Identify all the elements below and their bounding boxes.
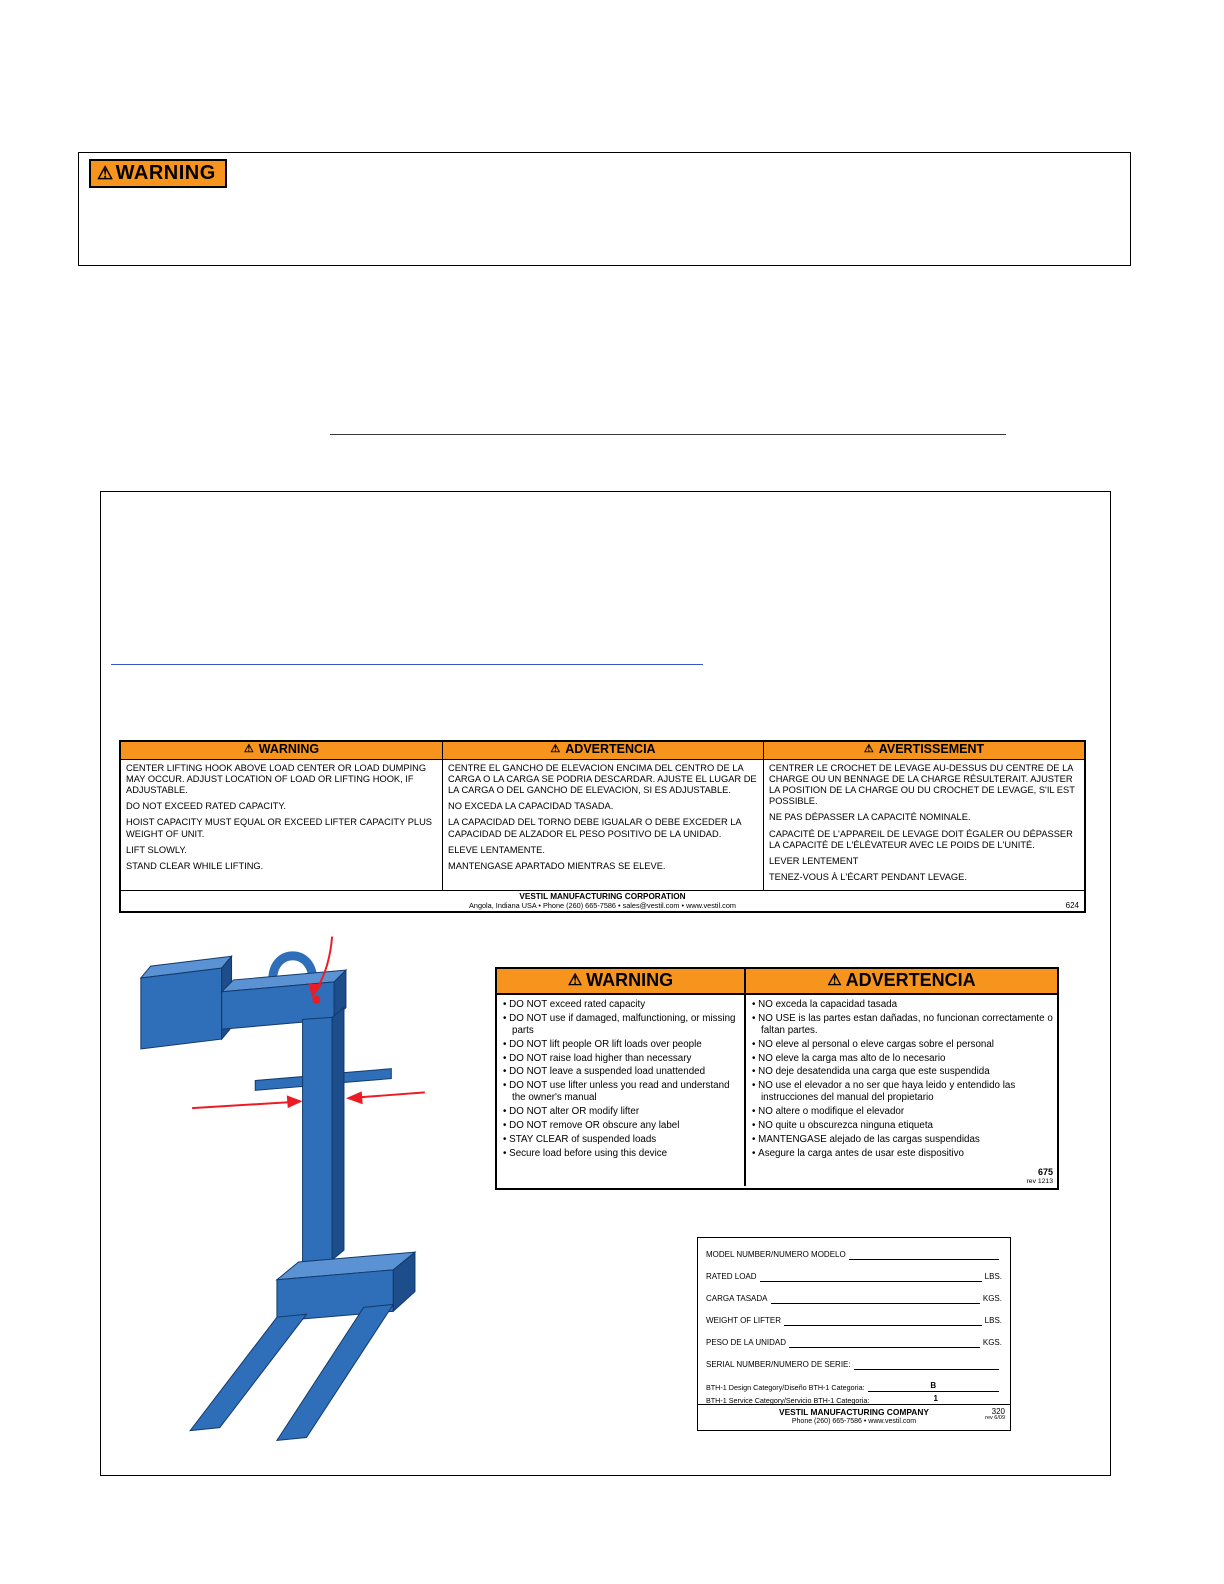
field-label: BTH-1 Design Category/Diseño BTH-1 Categoria: bbox=[706, 1383, 865, 1393]
field-label: CARGA TASADA bbox=[706, 1294, 768, 1304]
label-revision: rev 6/09 bbox=[985, 1414, 1005, 1421]
warning-item: • DO NOT alter OR modify lifter bbox=[503, 1106, 740, 1118]
warning-item: • DO NOT lift people OR lift loads over people bbox=[503, 1039, 740, 1051]
warning-item: • DO NOT leave a suspended load unattended bbox=[503, 1066, 740, 1078]
warning-badge-label: WARNING bbox=[115, 162, 216, 184]
warning-paragraph: CENTRE EL GANCHO DE ELEVACION ENCIMA DEL CENTRO DE LA CARGA O LA CARGA SE PODRIA DESCARDAR. AJUSTE EL LUGAR DE LA CARGA O DEL GANCHO DE ELEVACION, SI ES ADJUSTABLE. bbox=[448, 762, 757, 796]
pallet-lifter-illustration bbox=[129, 929, 484, 1449]
field-label: MODEL NUMBER/NUMERO MODELO bbox=[706, 1250, 846, 1260]
label-320-row bbox=[706, 1382, 1002, 1392]
warning-item: • NO eleve al personal o eleve cargas sobre el personal bbox=[752, 1039, 1053, 1051]
warning-item: • DO NOT raise load higher than necessary bbox=[503, 1053, 740, 1065]
warning-triangle-icon: ⚠ bbox=[567, 971, 583, 989]
base-block-part bbox=[277, 1252, 415, 1321]
fill-in-line bbox=[849, 1250, 999, 1260]
company-name: VESTIL MANUFACTURING CORPORATION bbox=[519, 892, 686, 902]
label-320 bbox=[697, 1237, 1011, 1431]
header-text: WARNING bbox=[586, 970, 674, 990]
warning-triangle-icon: ⚠ bbox=[550, 743, 561, 756]
warning-item: • DO NOT use lifter unless you read and understand the owner's manual bbox=[503, 1080, 740, 1104]
hook-callout-dot bbox=[312, 996, 320, 1004]
label-624-header-english bbox=[121, 742, 442, 760]
warning-paragraph: LEVER LENTEMENT bbox=[769, 855, 859, 866]
label-624-column-french bbox=[763, 742, 1084, 890]
warning-triangle-icon: ⚠ bbox=[243, 743, 254, 756]
label-675-body bbox=[497, 995, 1057, 1186]
label-675-header-english bbox=[497, 969, 744, 993]
field-value: B bbox=[930, 1381, 937, 1390]
warning-item: • STAY CLEAR of suspended loads bbox=[503, 1134, 740, 1146]
label-part-number-block bbox=[1027, 1168, 1053, 1185]
warning-paragraph: NO EXCEDA LA CAPACIDAD TASADA. bbox=[448, 801, 614, 812]
label-320-row bbox=[706, 1250, 1002, 1260]
warning-paragraph: LA CAPACIDAD DEL TORNO DEBE IGUALAR O DEBE EXCEDER LA CAPACIDAD DE ALZADOR EL PESO POSITIVO DE LA UNIDAD. bbox=[448, 817, 742, 839]
field-suffix: LBS. bbox=[984, 1272, 1002, 1282]
field-label: SERIAL NUMBER/NUMERO DE SERIE: bbox=[706, 1360, 851, 1370]
warning-paragraph: HOIST CAPACITY MUST EQUAL OR EXCEED LIFTER CAPACITY PLUS WEIGHT OF UNIT. bbox=[126, 817, 433, 839]
warning-paragraph: DO NOT EXCEED RATED CAPACITY. bbox=[126, 801, 286, 812]
divider-line bbox=[330, 434, 1006, 435]
label-320-rows bbox=[698, 1238, 1010, 1405]
forks-part bbox=[190, 1304, 393, 1440]
label-675 bbox=[495, 967, 1059, 1190]
header-text: ADVERTENCIA bbox=[565, 742, 656, 756]
company-contact: Angola, Indiana USA • Phone (260) 665-7586 • sales@vestil.com • www.vestil.com bbox=[469, 900, 736, 910]
warning-badge bbox=[89, 159, 227, 188]
label-624-body-french bbox=[764, 760, 1084, 890]
warning-paragraph: ELEVE LENTAMENTE. bbox=[448, 844, 545, 855]
warning-paragraph: STAND CLEAR WHILE LIFTING. bbox=[126, 860, 264, 871]
label-675-list-english bbox=[497, 995, 744, 1186]
field-label: RATED LOAD bbox=[706, 1272, 757, 1282]
label-624 bbox=[119, 740, 1086, 913]
fill-in-line bbox=[784, 1316, 982, 1326]
label-part-number: 675 bbox=[1037, 1167, 1053, 1178]
company-contact: Phone (260) 665-7586 • www.vestil.com bbox=[791, 1417, 917, 1425]
warning-paragraph: NE PAS DÉPASSER LA CAPACITÉ NOMINALE. bbox=[769, 812, 971, 823]
label-675-list-spanish bbox=[744, 995, 1057, 1186]
warning-item: • NO deje desatendida una carga que este suspendida bbox=[752, 1066, 1053, 1078]
label-320-row bbox=[706, 1316, 1002, 1326]
label-624-body-spanish bbox=[443, 760, 763, 879]
mast-part bbox=[303, 1008, 344, 1262]
field-label: WEIGHT OF LIFTER bbox=[706, 1316, 781, 1326]
label-624-columns bbox=[121, 742, 1084, 890]
field-suffix: KGS. bbox=[982, 1294, 1002, 1304]
label-part-number: 624 bbox=[1065, 901, 1079, 910]
warning-item: • NO quite u obscurezca ninguna etiqueta bbox=[752, 1120, 1053, 1132]
mast-callout-arrow-right bbox=[360, 1092, 425, 1097]
label-part-number: 320 bbox=[991, 1406, 1005, 1416]
label-675-header bbox=[497, 969, 1057, 995]
header-text: ADVERTENCIA bbox=[845, 970, 976, 990]
fill-in-line bbox=[760, 1272, 982, 1282]
top-box-part bbox=[141, 956, 232, 1049]
label-624-column-spanish bbox=[442, 742, 763, 890]
warning-triangle-icon: ⚠ bbox=[97, 163, 114, 183]
warning-paragraph: CENTRER LE CROCHET DE LEVAGE AU-DESSUS DU CENTRE DE LA CHARGE OU UN BENNAGE DE LA CHARGE RÉSULTERAIT. AJUSTER LA POSITION DE LA CHARGE OU DU CROCHET DE LEVAGE, S'IL EST POSSIBLE. bbox=[769, 762, 1075, 807]
labels-panel bbox=[100, 491, 1111, 1476]
label-320-footer bbox=[698, 1404, 1010, 1430]
warning-paragraph: CENTER LIFTING HOOK ABOVE LOAD CENTER OR LOAD DUMPING MAY OCCUR. ADJUST LOCATION OF LOAD OR LIFTING HOOK, IF ADJUSTABLE. bbox=[126, 762, 427, 796]
warning-item: • NO USE is las partes estan dañadas, no funcionan correctamente o faltan partes. bbox=[752, 1013, 1053, 1037]
warning-paragraph: MANTENGASE APARTADO MIENTRAS SE ELEVE. bbox=[448, 860, 666, 871]
fill-in-line bbox=[854, 1360, 999, 1370]
warning-triangle-icon: ⚠ bbox=[863, 743, 874, 756]
label-624-header-french bbox=[764, 742, 1084, 760]
label-320-row bbox=[706, 1272, 1002, 1282]
warning-paragraph: LIFT SLOWLY. bbox=[126, 844, 187, 855]
warning-paragraph: TENEZ-VOUS À L'ÉCART PENDANT LEVAGE. bbox=[769, 872, 967, 882]
field-suffix: LBS. bbox=[984, 1316, 1002, 1326]
label-320-row bbox=[706, 1360, 1002, 1370]
fill-in-line bbox=[771, 1294, 980, 1304]
label-624-footer bbox=[121, 890, 1084, 912]
header-text: WARNING bbox=[258, 742, 320, 756]
blue-underline bbox=[111, 664, 703, 665]
field-label: BTH-1 Service Category/Servicio BTH-1 Categoria: bbox=[706, 1396, 870, 1406]
field-label: PESO DE LA UNIDAD bbox=[706, 1338, 787, 1348]
mast-callout-arrow-left bbox=[192, 1102, 289, 1108]
label-part-number-block bbox=[985, 1408, 1005, 1422]
fill-in-line bbox=[789, 1338, 980, 1348]
label-revision: rev 1213 bbox=[1026, 1177, 1053, 1185]
warning-item: • Asegure la carga antes de usar este dispositivo bbox=[752, 1148, 1053, 1160]
warning-item: • Secure load before using this device bbox=[503, 1148, 740, 1160]
warning-triangle-icon: ⚠ bbox=[827, 971, 842, 989]
company-name: VESTIL MANUFACTURING COMPANY bbox=[779, 1406, 929, 1417]
warning-item: • NO use el elevador a no ser que haya leido y entendido las instrucciones del manual del propietario bbox=[752, 1080, 1053, 1104]
warning-item: • DO NOT exceed rated capacity bbox=[503, 999, 740, 1011]
warning-item: • NO exceda la capacidad tasada bbox=[752, 999, 1053, 1011]
warning-item: • NO altere o modifique el elevador bbox=[752, 1106, 1053, 1118]
label-320-row bbox=[706, 1338, 1002, 1348]
warning-paragraph: CAPACITÉ DE L'APPAREIL DE LEVAGE DOIT ÉGALER OU DÉPASSER LA CAPACITÉ DE L'ÉLÉVATEUR AVEC LE POIDS DE L'UNITÉ. bbox=[769, 828, 1073, 850]
field-suffix: KGS. bbox=[982, 1338, 1002, 1348]
label-624-header-spanish bbox=[443, 742, 763, 760]
warning-item: • NO eleve la carga mas alto de lo necesario bbox=[752, 1053, 1053, 1065]
top-warning-panel bbox=[78, 152, 1131, 266]
field-value: 1 bbox=[933, 1394, 938, 1403]
warning-item: • DO NOT remove OR obscure any label bbox=[503, 1120, 740, 1132]
fill-in-line bbox=[868, 1382, 999, 1392]
warning-item: • DO NOT use if damaged, malfunctioning, or missing parts bbox=[503, 1013, 740, 1037]
label-624-column-english bbox=[121, 742, 442, 890]
label-320-row bbox=[706, 1294, 1002, 1304]
warning-item: • MANTENGASE alejado de las cargas suspendidas bbox=[752, 1134, 1053, 1146]
label-624-body-english bbox=[121, 760, 442, 879]
label-675-header-spanish bbox=[744, 969, 1057, 993]
header-text: AVERTISSEMENT bbox=[878, 742, 985, 756]
